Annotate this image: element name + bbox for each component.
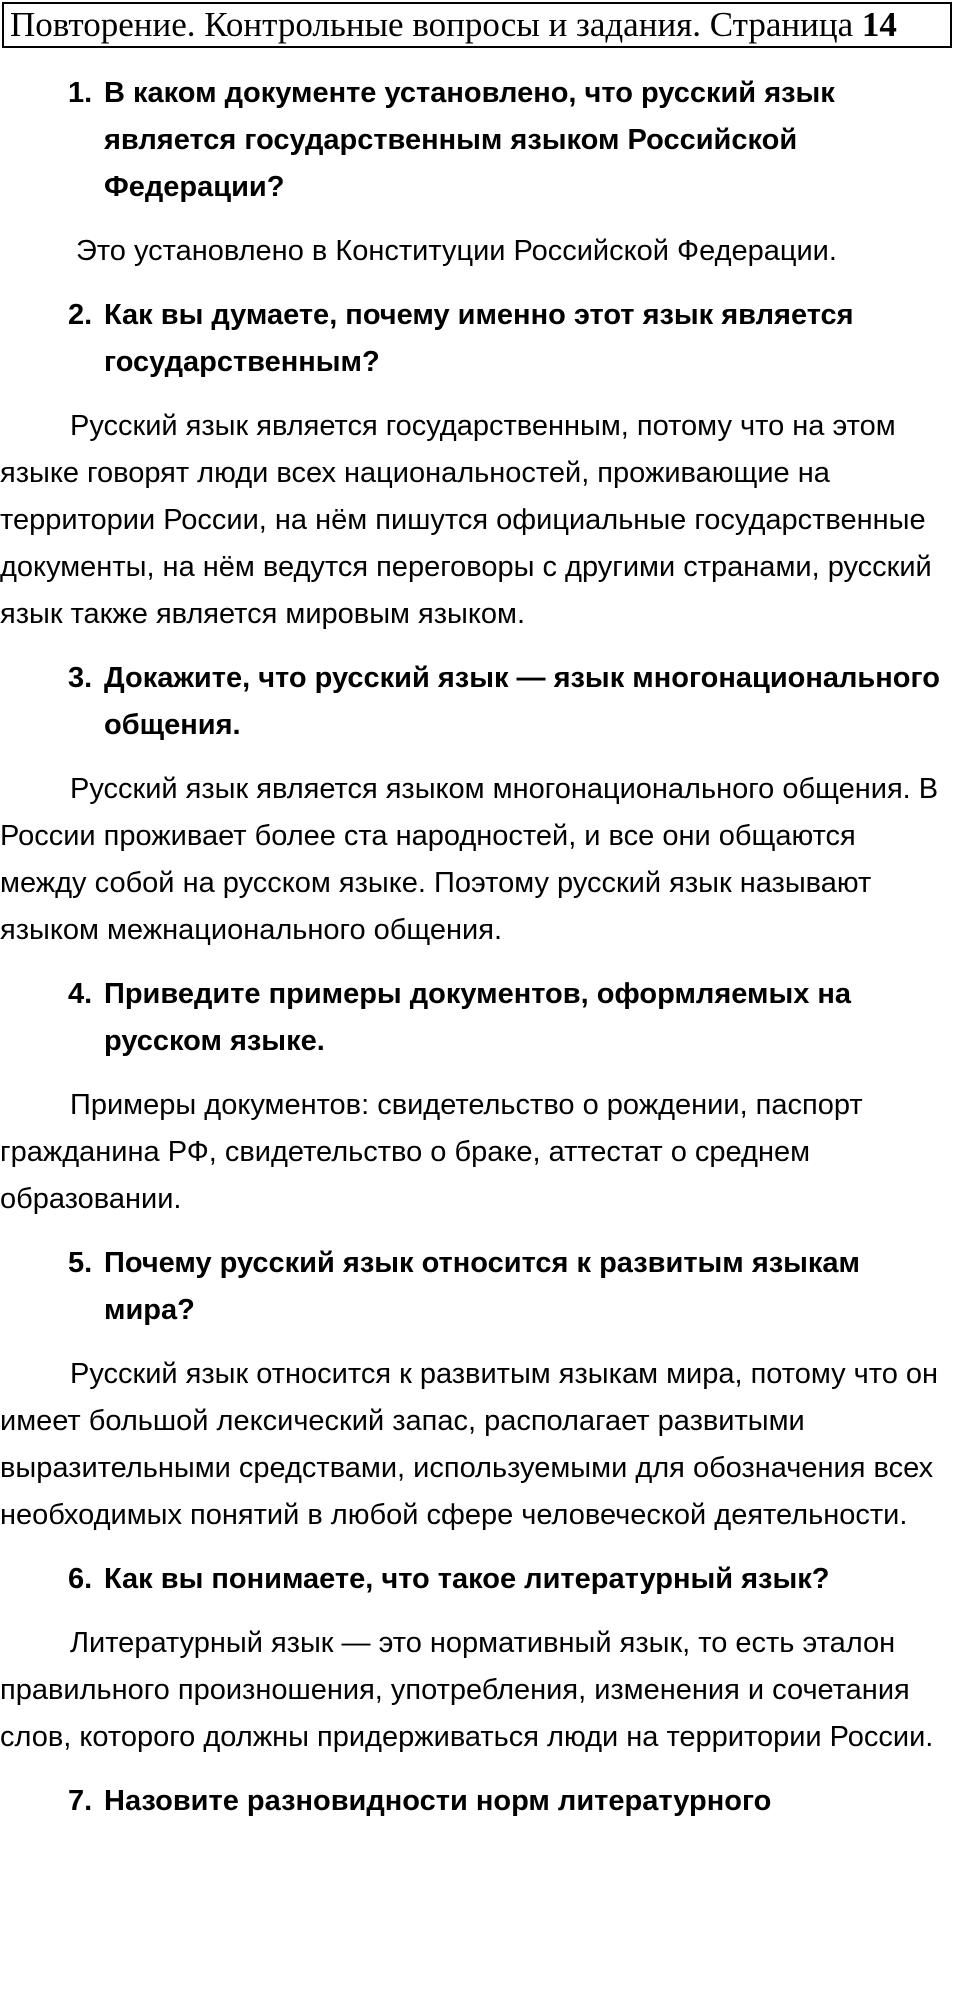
header-title: Повторение. Контрольные вопросы и задания. Страница xyxy=(10,5,854,44)
answer-5: Русский язык относится к развитым языкам мира, потому что он имеет большой лексический запас, располагает развитыми выразительными средствами, используемыми для обозначения всех необходимых понятий в любой сфере человеческой деятельности. xyxy=(0,1358,939,1531)
question-number: 3. xyxy=(68,662,93,694)
question-text: Как вы понимаете, что такое литературный язык? xyxy=(104,1563,830,1595)
question-2 xyxy=(68,292,945,386)
question-4 xyxy=(68,971,945,1065)
question-6 xyxy=(68,1556,945,1603)
question-number: 5. xyxy=(68,1247,93,1279)
question-number: 6. xyxy=(68,1563,93,1595)
answer-3: Русский язык является языком многонационального общения. В России проживает более ста народностей, и все они общаются между собой на русском языке. Поэтому русский язык называют языком межнационального общения. xyxy=(0,773,939,946)
question-text: Докажите, что русский язык — язык многонационального общения. xyxy=(104,662,940,741)
question-text: Назовите разновидности норм литературного xyxy=(104,1785,772,1817)
answer-4: Примеры документов: свидетельство о рождении, паспорт гражданина РФ, свидетельство о браке, аттестат о среднем образовании. xyxy=(0,1089,863,1215)
page-header xyxy=(2,2,952,48)
question-number: 7. xyxy=(68,1785,93,1817)
question-text: Почему русский язык относится к развитым языкам мира? xyxy=(104,1247,861,1326)
questions-list xyxy=(0,70,945,1842)
question-text: В каком документе установлено, что русский язык является государственным языком Российской Федерации? xyxy=(104,77,835,203)
question-5 xyxy=(68,1240,945,1334)
question-number: 1. xyxy=(68,77,93,109)
question-1 xyxy=(68,70,945,211)
question-7 xyxy=(68,1778,945,1825)
answer-2: Русский язык является государственным, потому что на этом языке говорят люди всех национальностей, проживающие на территории России, на нём пишутся официальные государственные документы, на нём ведутся переговоры с другими странами, русский язык также является мировым языком. xyxy=(0,410,932,630)
question-text: Приведите примеры документов, оформляемых на русском языке. xyxy=(104,978,852,1057)
question-number: 4. xyxy=(68,978,93,1010)
question-number: 2. xyxy=(68,299,93,331)
question-3 xyxy=(68,655,945,749)
question-text: Как вы думаете, почему именно этот язык является государственным? xyxy=(104,299,854,378)
answer-6: Литературный язык — это нормативный язык, то есть эталон правильного произношения, употребления, изменения и сочетания слов, которого должны придерживаться люди на территории России. xyxy=(0,1627,934,1753)
answer-1: Это установлено в Конституции Российской Федерации. xyxy=(76,235,837,267)
page-number: 14 xyxy=(861,5,897,44)
